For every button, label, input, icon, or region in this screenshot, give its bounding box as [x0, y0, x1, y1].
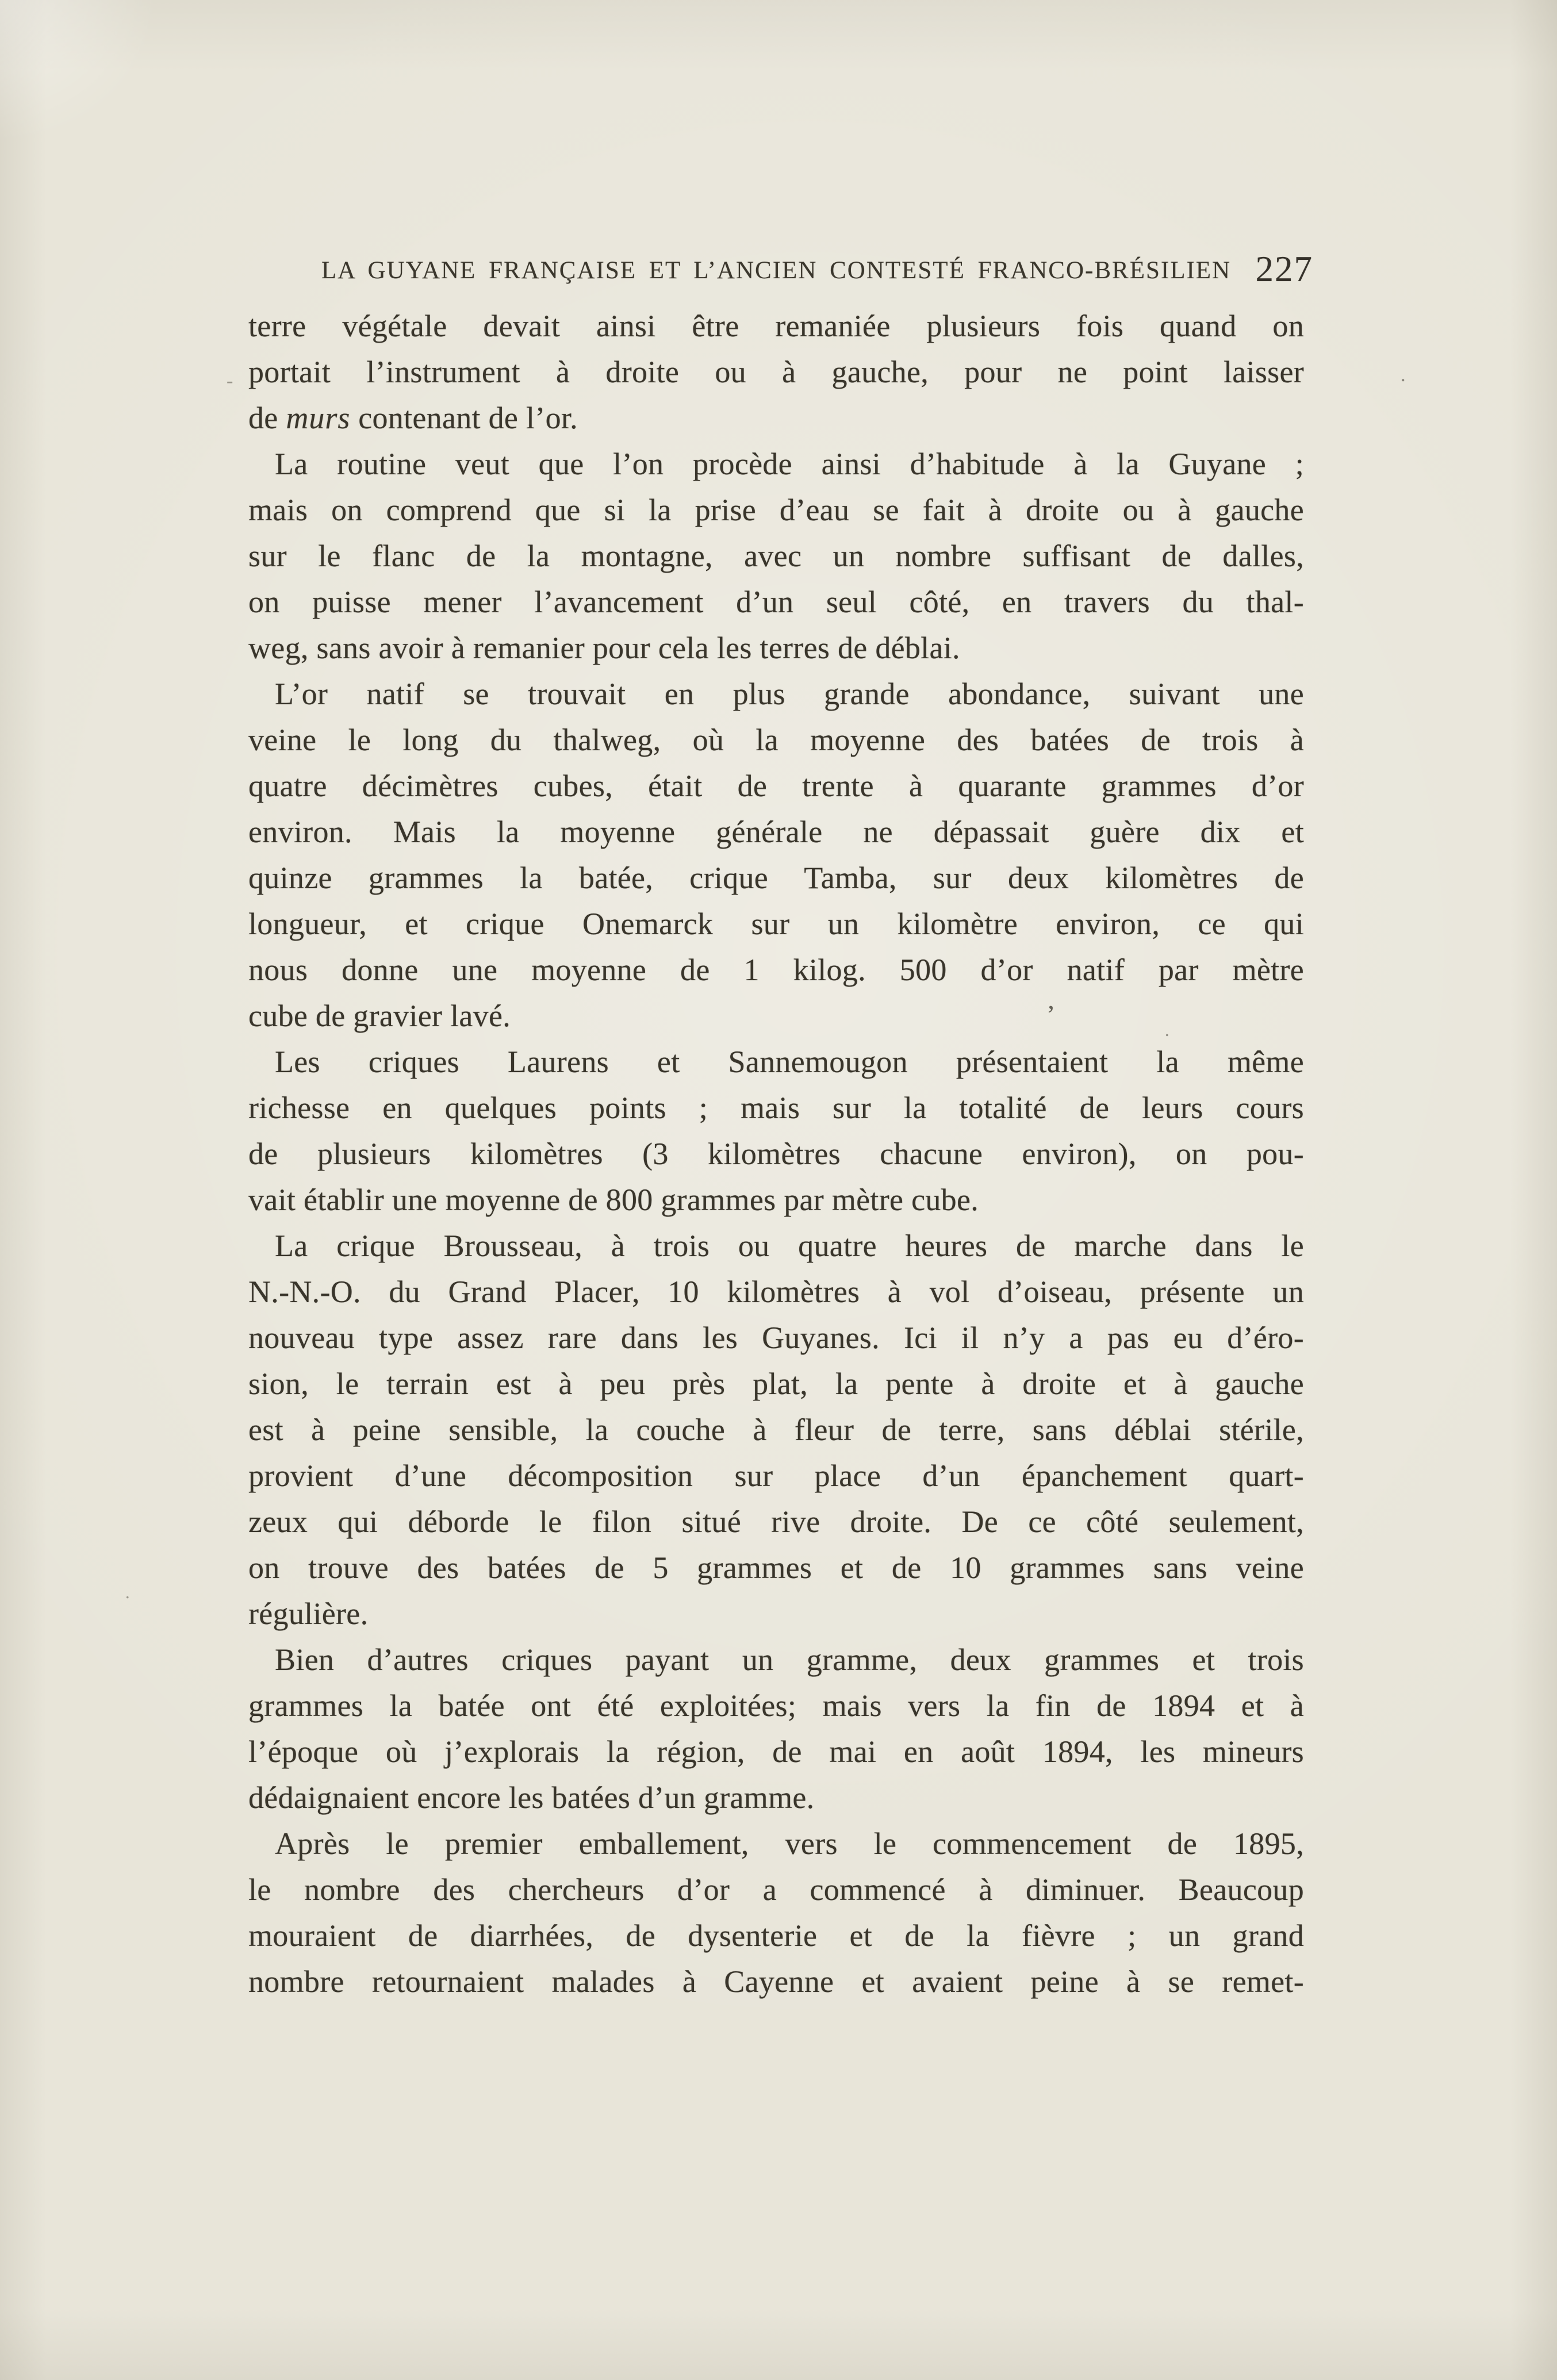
text-line [248, 1913, 1304, 1959]
paper-speck: ’ [1046, 1000, 1056, 1029]
text-line [248, 1637, 1304, 1683]
text-line [248, 717, 1304, 763]
text-line [248, 1039, 1304, 1085]
text-segment: est à peine sensible, la couche à fleur de terre, sans déblai stérile, [248, 1412, 1304, 1447]
text-segment: de [248, 401, 286, 435]
text-segment: nous donne une moyenne de 1 kilog. 500 d’or natif par mètre [248, 953, 1304, 987]
page-number: 227 [1255, 249, 1313, 289]
text-segment: on puisse mener l’avancement d’un seul côté, en travers du thal- [248, 585, 1304, 619]
text-line [248, 441, 1304, 487]
text-segment: sur le flanc de la montagne, avec un nombre suffisant de dalles, [248, 539, 1304, 573]
text-line [248, 1131, 1304, 1177]
text-line [248, 1545, 1304, 1591]
text-line [248, 809, 1304, 855]
text-segment: veine le long du thalweg, où la moyenne des batées de trois à [248, 723, 1304, 757]
text-line [248, 1591, 1304, 1637]
text-line [248, 1085, 1304, 1131]
text-line [248, 1499, 1304, 1545]
text-segment: contenant de l’or. [350, 401, 578, 435]
text-line [248, 1407, 1304, 1453]
text-segment: environ. Mais la moyenne générale ne dépassait guère dix et [248, 815, 1304, 849]
text-segment: N.-N.-O. du Grand Placer, 10 kilomètres à vol d’oiseau, présente un [248, 1275, 1304, 1309]
text-line [248, 1683, 1304, 1729]
text-segment: régulière. [248, 1596, 369, 1631]
text-line [248, 1361, 1304, 1407]
text-segment: La crique Brousseau, à trois ou quatre heures de marche dans le [275, 1229, 1304, 1263]
text-segment: La routine veut que l’on procède ainsi d’habitude à la Guyane ; [275, 447, 1304, 481]
text-line [248, 625, 1304, 671]
text-line [248, 487, 1304, 533]
text-line [248, 1729, 1304, 1775]
running-head [248, 249, 1313, 298]
text-line [248, 349, 1304, 395]
text-segment: nombre retournaient malades à Cayenne et avaient peine à se remet- [248, 1964, 1304, 1999]
text-line [248, 1315, 1304, 1361]
text-segment: zeux qui déborde le filon situé rive droite. De ce côté seulement, [248, 1504, 1304, 1539]
paper-speck: . [1165, 1021, 1169, 1040]
text-segment: Les criques Laurens et Sannemougon présentaient la même [275, 1045, 1304, 1079]
text-segment: Après le premier emballement, vers le commencement de 1895, [275, 1826, 1304, 1861]
text-segment: le nombre des chercheurs d’or a commencé à diminuer. Beaucoup [248, 1872, 1304, 1907]
text-line [248, 901, 1304, 947]
text-line [248, 1269, 1304, 1315]
text-segment: de plusieurs kilomètres (3 kilomètres chacune environ), on pou- [248, 1137, 1304, 1171]
text-line [248, 579, 1304, 625]
text-line [248, 1223, 1304, 1269]
text-line [248, 993, 1304, 1039]
text-line [248, 303, 1304, 349]
text-segment: weg, sans avoir à remanier pour cela les terres de déblai. [248, 631, 960, 665]
text-segment: L’or natif se trouvait en plus grande abondance, suivant une [275, 677, 1304, 711]
text-segment: longueur, et crique Onemarck sur un kilomètre environ, ce qui [248, 907, 1304, 941]
text-segment: mais on comprend que si la prise d’eau se fait à droite ou à gauche [248, 493, 1304, 527]
text-segment: quinze grammes la batée, crique Tamba, sur deux kilomètres de [248, 861, 1304, 895]
text-segment: grammes la batée ont été exploitées; mais vers la fin de 1894 et à [248, 1688, 1304, 1723]
text-line [248, 947, 1304, 993]
text-segment: terre végétale devait ainsi être remaniée plusieurs fois quand on [248, 309, 1304, 343]
text-segment: quatre décimètres cubes, était de trente à quarante grammes d’or [248, 769, 1304, 803]
text-line [248, 533, 1304, 579]
text-segment: cube de gravier lavé. [248, 999, 511, 1033]
running-head-title: LA GUYANE FRANÇAISE ET L’ANCIEN CONTESTÉ FRANCO-BRÉSILIEN [321, 257, 1232, 284]
text-line [248, 1177, 1304, 1223]
text-segment: Bien d’autres criques payant un gramme, deux grammes et trois [275, 1642, 1304, 1677]
text-line [248, 1959, 1304, 2005]
text-segment: dédaignaient encore les batées d’un gramme. [248, 1780, 815, 1815]
paper-speck: . [1401, 364, 1406, 386]
text-segment: portait l’instrument à droite ou à gauche, pour ne point laisser [248, 355, 1304, 389]
paper-speck: - [227, 370, 233, 391]
text-segment: richesse en quelques points ; mais sur la totalité de leurs cours [248, 1091, 1304, 1125]
text-line [248, 763, 1304, 809]
text-line [248, 1775, 1304, 1821]
text-segment: nouveau type assez rare dans les Guyanes. Ici il n’y a pas eu d’éro- [248, 1320, 1304, 1355]
text-line [248, 855, 1304, 901]
text-line [248, 1867, 1304, 1913]
text-line [248, 671, 1304, 717]
text-line [248, 395, 1304, 441]
text-line [248, 1821, 1304, 1867]
text-segment: mouraient de diarrhées, de dysenterie et de la fièvre ; un grand [248, 1918, 1304, 1953]
text-segment: l’époque où j’explorais la région, de mai en août 1894, les mineurs [248, 1734, 1304, 1769]
text-segment: sion, le terrain est à peu près plat, la pente à droite et à gauche [248, 1366, 1304, 1401]
text-block [248, 303, 1304, 2005]
text-segment: on trouve des batées de 5 grammes et de 10 grammes sans veine [248, 1550, 1304, 1585]
text-segment: provient d’une décomposition sur place d’un épanchement quart- [248, 1458, 1304, 1493]
italic-text: murs [286, 401, 351, 435]
text-line [248, 1453, 1304, 1499]
text-segment: vait établir une moyenne de 800 grammes par mètre cube. [248, 1183, 979, 1217]
paper-speck: . [125, 1583, 130, 1602]
